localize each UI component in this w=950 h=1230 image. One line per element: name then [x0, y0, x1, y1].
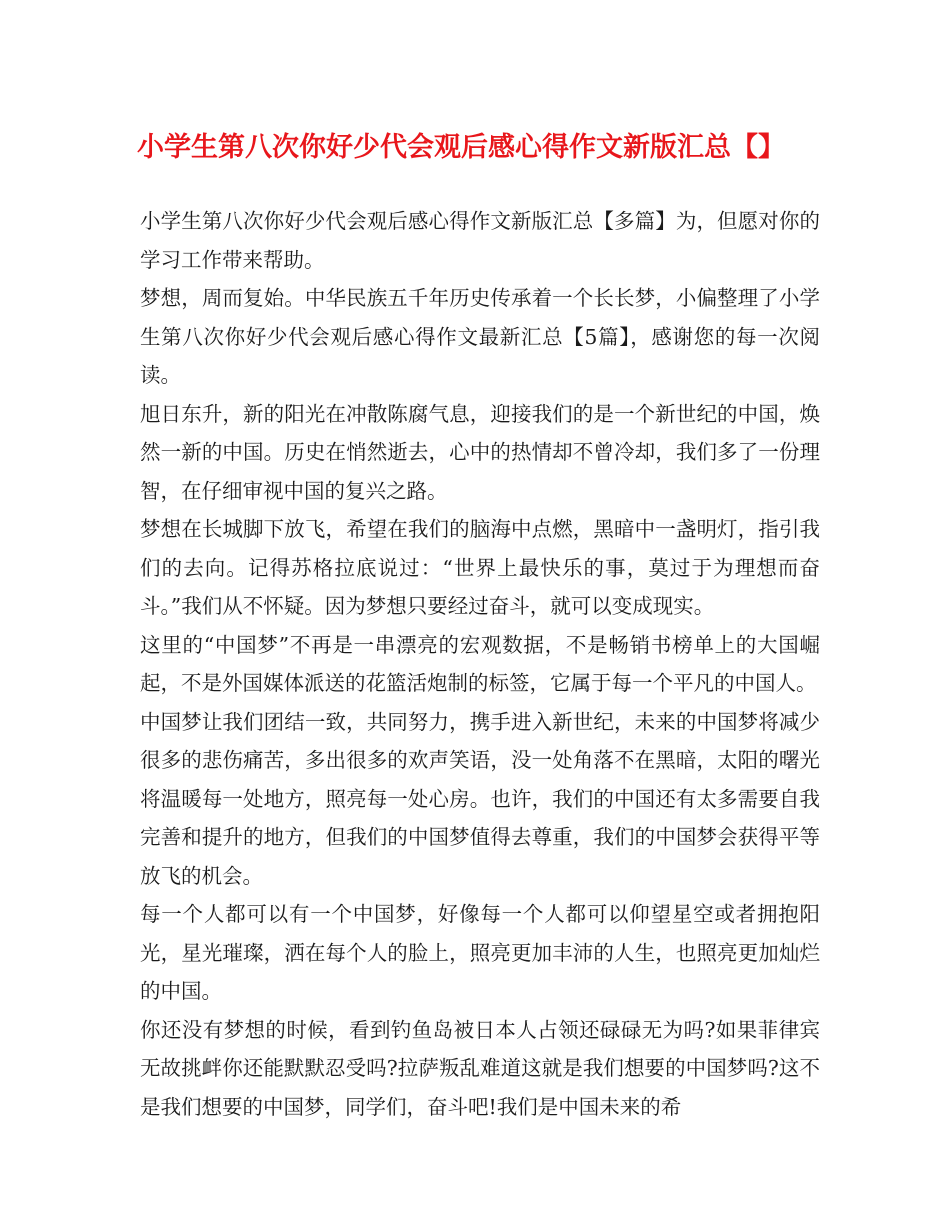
- paragraph-1: 小学生第八次你好少代会观后感心得作文新版汇总【多篇】为，但愿对你的学习工作带来帮助。: [140, 209, 820, 272]
- document-title: 小学生第八次你好少代会观后感心得作文新版汇总【】: [137, 132, 785, 163]
- paragraph-8: 你还没有梦想的时候，看到钓鱼岛被日本人占领还碌碌无为吗?如果菲律宾无故挑衅你还能默默忍受吗?拉萨叛乱难道这就是我们想要的中国梦吗?这不是我们想要的中国梦，同学们，奋斗吧!我们是中国未来的希: [140, 1017, 820, 1119]
- paragraph-6: 中国梦让我们团结一致，共同努力，携手进入新世纪，未来的中国梦将减少很多的悲伤痛苦，多出很多的欢声笑语，没一处角落不在黑暗，太阳的曙光将温暖每一处地方，照亮每一处心房。也许，我们的中国还有太多需要自我完善和提升的地方，但我们的中国梦值得去尊重，我们的中国梦会获得平等放飞的机会。: [140, 709, 820, 888]
- paragraph-5: 这里的“中国梦”不再是一串漂亮的宏观数据，不是畅销书榜单上的大国崛起，不是外国媒体派送的花篮活炮制的标签，它属于每一个平凡的中国人。: [140, 632, 820, 695]
- paragraph-7: 每一个人都可以有一个中国梦，好像每一个人都可以仰望星空或者拥抱阳光，星光璀璨，洒在每个人的脸上，照亮更加丰沛的人生，也照亮更加灿烂的中国。: [140, 902, 820, 1003]
- document-body: [140, 202, 820, 1126]
- paragraph-2: 梦想，周而复始。中华民族五千年历史传承着一个长长梦，小偏整理了小学生第八次你好少代会观后感心得作文最新汇总【5篇】，感谢您的每一次阅读。: [140, 286, 820, 387]
- paragraph-3: 旭日东升，新的阳光在冲散陈腐气息，迎接我们的是一个新世纪的中国，焕然一新的中国。历史在悄然逝去，心中的热情却不曾冷却，我们多了一份理智，在仔细审视中国的复兴之路。: [140, 401, 820, 503]
- paragraph-4: 梦想在长城脚下放飞，希望在我们的脑海中点燃，黑暗中一盏明灯，指引我们的去向。记得苏格拉底说过：“世界上最快乐的事，莫过于为理想而奋斗。”我们从不怀疑。因为梦想只要经过奋斗，就可以变成现实。: [140, 517, 820, 618]
